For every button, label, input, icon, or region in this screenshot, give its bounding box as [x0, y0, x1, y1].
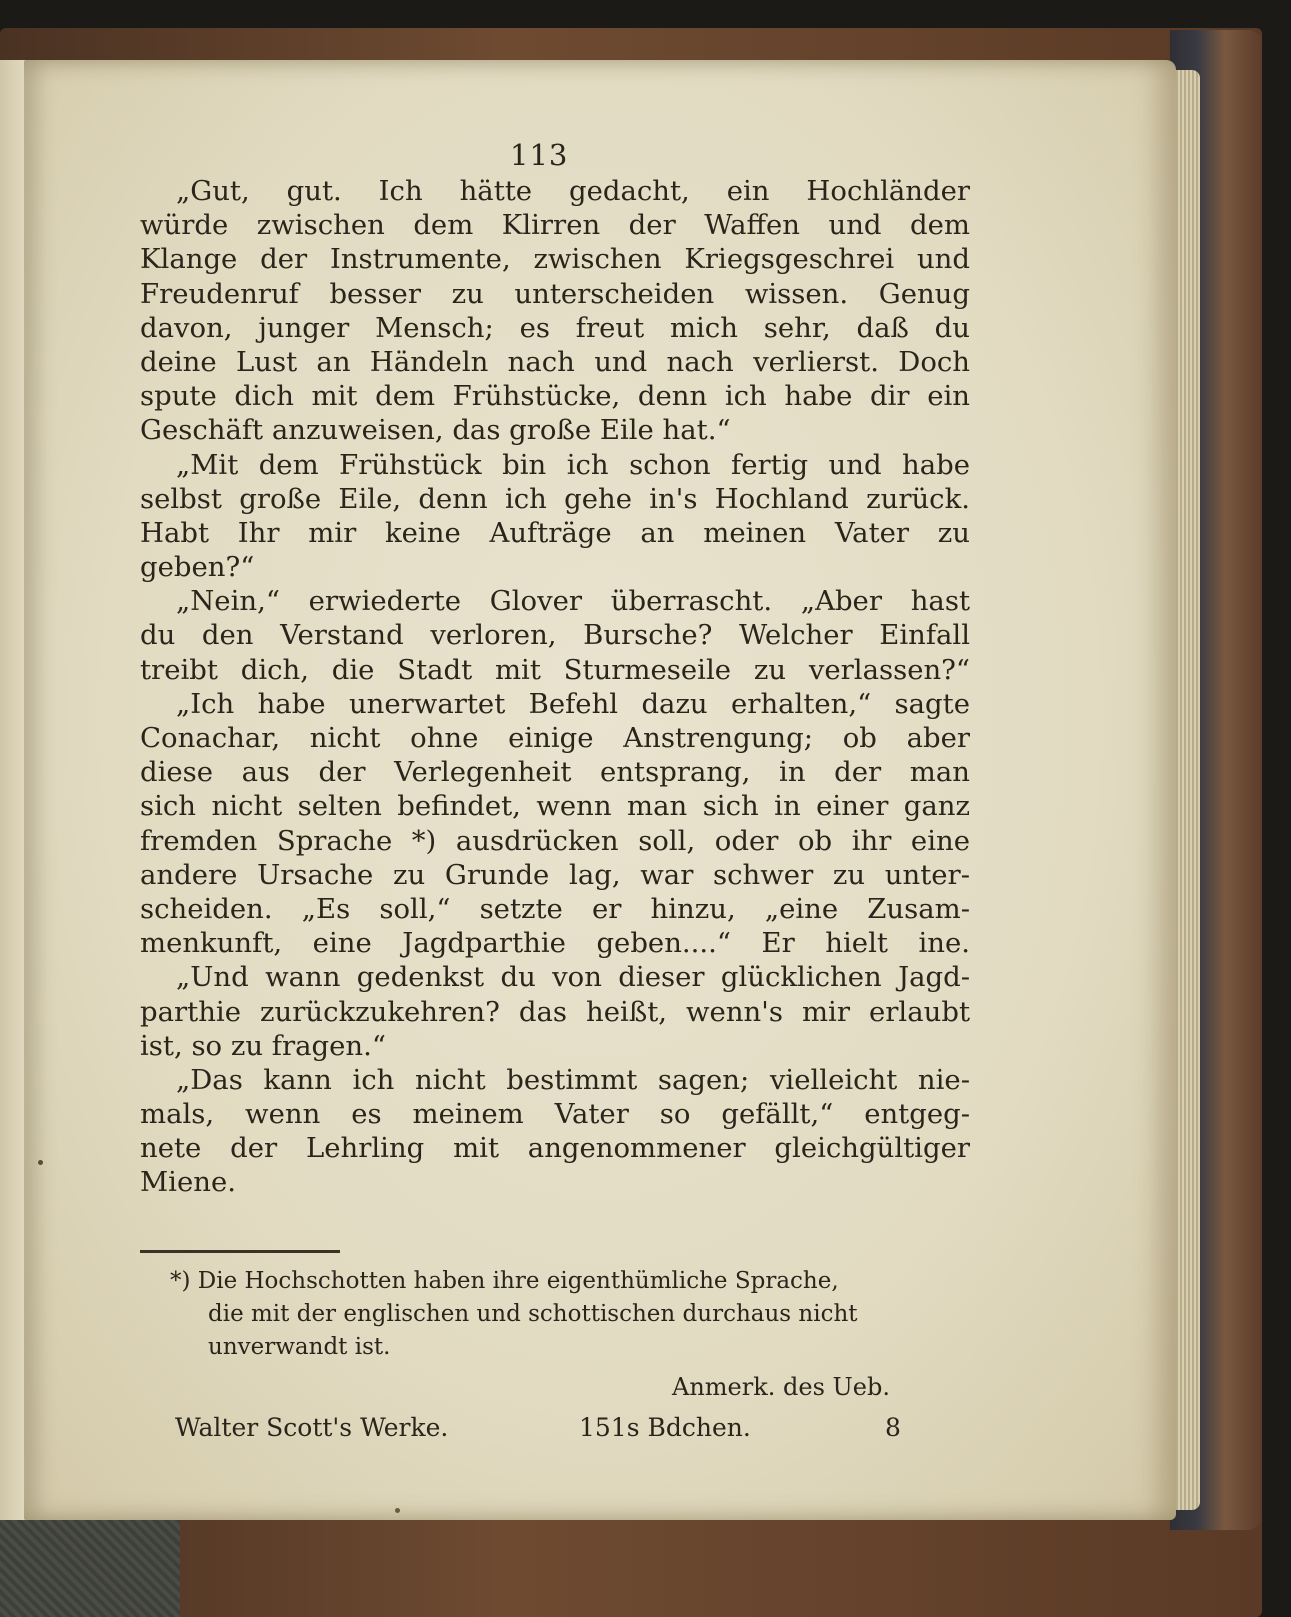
text-line: geben?“ [140, 551, 255, 584]
text-line: menkunft, eine Jagdparthie geben....“ Er hielt ine. [140, 927, 970, 960]
paper-speck [395, 1508, 400, 1513]
text-line: würde zwischen dem Klirren der Waffen und dem [140, 209, 970, 242]
signature-title: Walter Scott's Werke. [175, 1413, 449, 1442]
text-line: „Ich habe unerwartet Befehl dazu erhalten,“ sagte [176, 687, 970, 720]
text-line: Miene. [140, 1166, 236, 1199]
footnote-line: *) Die Hochschotten haben ihre eigenthümliche Sprache, [170, 1268, 839, 1294]
text-line: sich nicht selten befindet, wenn man sich in einer ganz [140, 790, 970, 823]
text-line: Freudenruf besser zu unterscheiden wissen. Genug [140, 277, 970, 310]
text-line: mals, wenn es meinem Vater so gefällt,“ entgeg- [140, 1098, 970, 1131]
footnote-attribution: Anmerk. des Ueb. [672, 1373, 890, 1401]
footnote-rule [140, 1250, 340, 1253]
paper-speck [38, 1160, 43, 1165]
text-line: fremden Sprache *) ausdrücken soll, oder ob ihr eine [140, 824, 970, 857]
body-text [140, 174, 970, 1200]
text-line: Geschäft anzuweisen, das große Eile hat.“ [140, 414, 731, 447]
page-number: 113 [510, 138, 569, 172]
text-line: spute dich mit dem Frühstücke, denn ich habe dir ein [140, 380, 970, 413]
text-line: du den Verstand verloren, Bursche? Welcher Einfall [140, 619, 970, 652]
text-line: selbst große Eile, denn ich gehe in's Hochland zurück. [140, 482, 970, 515]
text-line: treibt dich, die Stadt mit Sturmeseile zu verlassen?“ [140, 653, 970, 686]
signature-sheet-number: 8 [885, 1413, 901, 1442]
text-line: „Nein,“ erwiederte Glover überrascht. „Aber hast [176, 585, 970, 618]
text-line: „Mit dem Frühstück bin ich schon fertig und habe [176, 448, 970, 481]
text-line: „Und wann gedenkst du von dieser glücklichen Jagd- [176, 961, 970, 994]
text-line: deine Lust an Händeln nach und nach verlierst. Doch [140, 345, 970, 378]
text-line: ist, so zu fragen.“ [140, 1029, 386, 1062]
footnote [170, 1265, 970, 1364]
text-line: parthie zurückzukehren? das heißt, wenn's mir erlaubt [140, 995, 970, 1028]
text-line: Habt Ihr mir keine Aufträge an meinen Vater zu [140, 516, 970, 549]
signature-volume: 151s Bdchen. [579, 1413, 751, 1442]
text-line: nete der Lehrling mit angenommener gleichgültiger [140, 1132, 970, 1165]
printer-signature-line [175, 1413, 935, 1453]
text-line: Conachar, nicht ohne einige Anstrengung; ob aber [140, 722, 970, 754]
text-line: andere Ursache zu Grunde lag, war schwer zu unter- [140, 858, 970, 891]
text-line: „Gut, gut. Ich hätte gedacht, ein Hochländer [176, 175, 970, 207]
text-line: Klange der Instrumente, zwischen Kriegsgeschrei und [140, 243, 970, 276]
text-line: scheiden. „Es soll,“ setzte er hinzu, „eine Zusam- [140, 892, 970, 925]
text-line: davon, junger Mensch; es freut mich sehr, daß du [140, 311, 970, 344]
text-line: diese aus der Verlegenheit entsprang, in der man [140, 756, 970, 789]
footnote-line: unverwandt ist. [208, 1334, 391, 1360]
footnote-line: die mit der englischen und schottischen durchaus nicht [208, 1301, 858, 1327]
text-line: „Das kann ich nicht bestimmt sagen; vielleicht nie- [176, 1063, 970, 1096]
